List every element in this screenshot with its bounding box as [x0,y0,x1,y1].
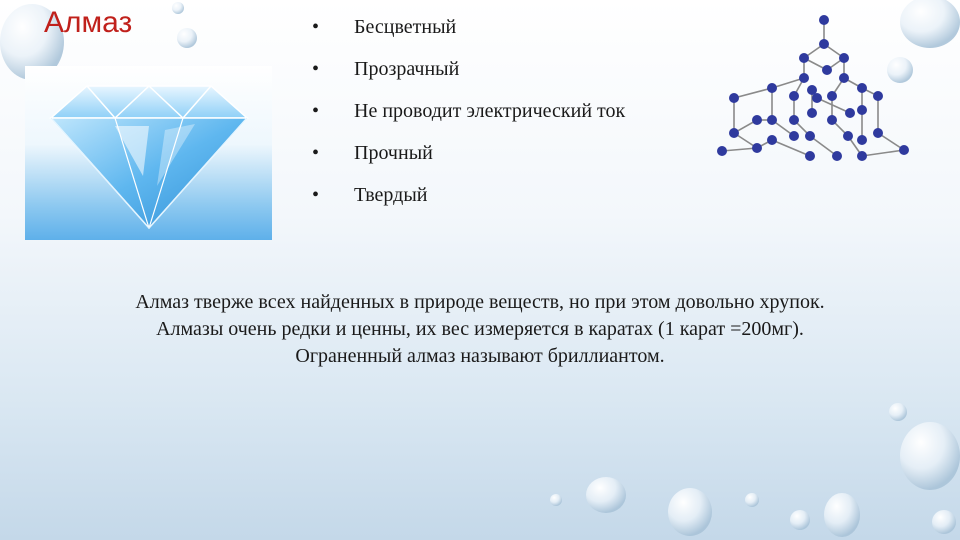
water-drop [550,494,562,506]
list-item: • Бесцветный [312,16,457,38]
list-item: • Прозрачный [312,58,460,80]
list-item: • Прочный [312,142,433,164]
water-drop [745,493,759,507]
water-drop [172,2,184,14]
water-drop [586,477,626,513]
diamond-image [25,66,272,240]
water-drop [932,510,956,534]
property-list [312,6,625,216]
slide-title: Алмаз [44,6,133,39]
water-drop [790,510,810,530]
description-paragraph [40,289,920,370]
water-drop [900,422,960,490]
list-item: • Твердый [312,184,428,206]
description-line: Алмазы очень редки и ценны, их вес измеряется в каратах (1 карат =200мг). [156,318,804,340]
description-line: Ограненный алмаз называют бриллиантом. [295,345,665,367]
description-line: Алмаз тверже всех найденных в природе веществ, но при этом довольно хрупок. [135,291,825,313]
water-drop [668,488,712,536]
water-drop [177,28,197,48]
diamond-icon [25,66,272,240]
water-drop [889,403,907,421]
crystal-lattice-icon [712,8,922,168]
list-item: • Не проводит электрический ток [312,100,626,122]
water-drop [824,493,860,537]
